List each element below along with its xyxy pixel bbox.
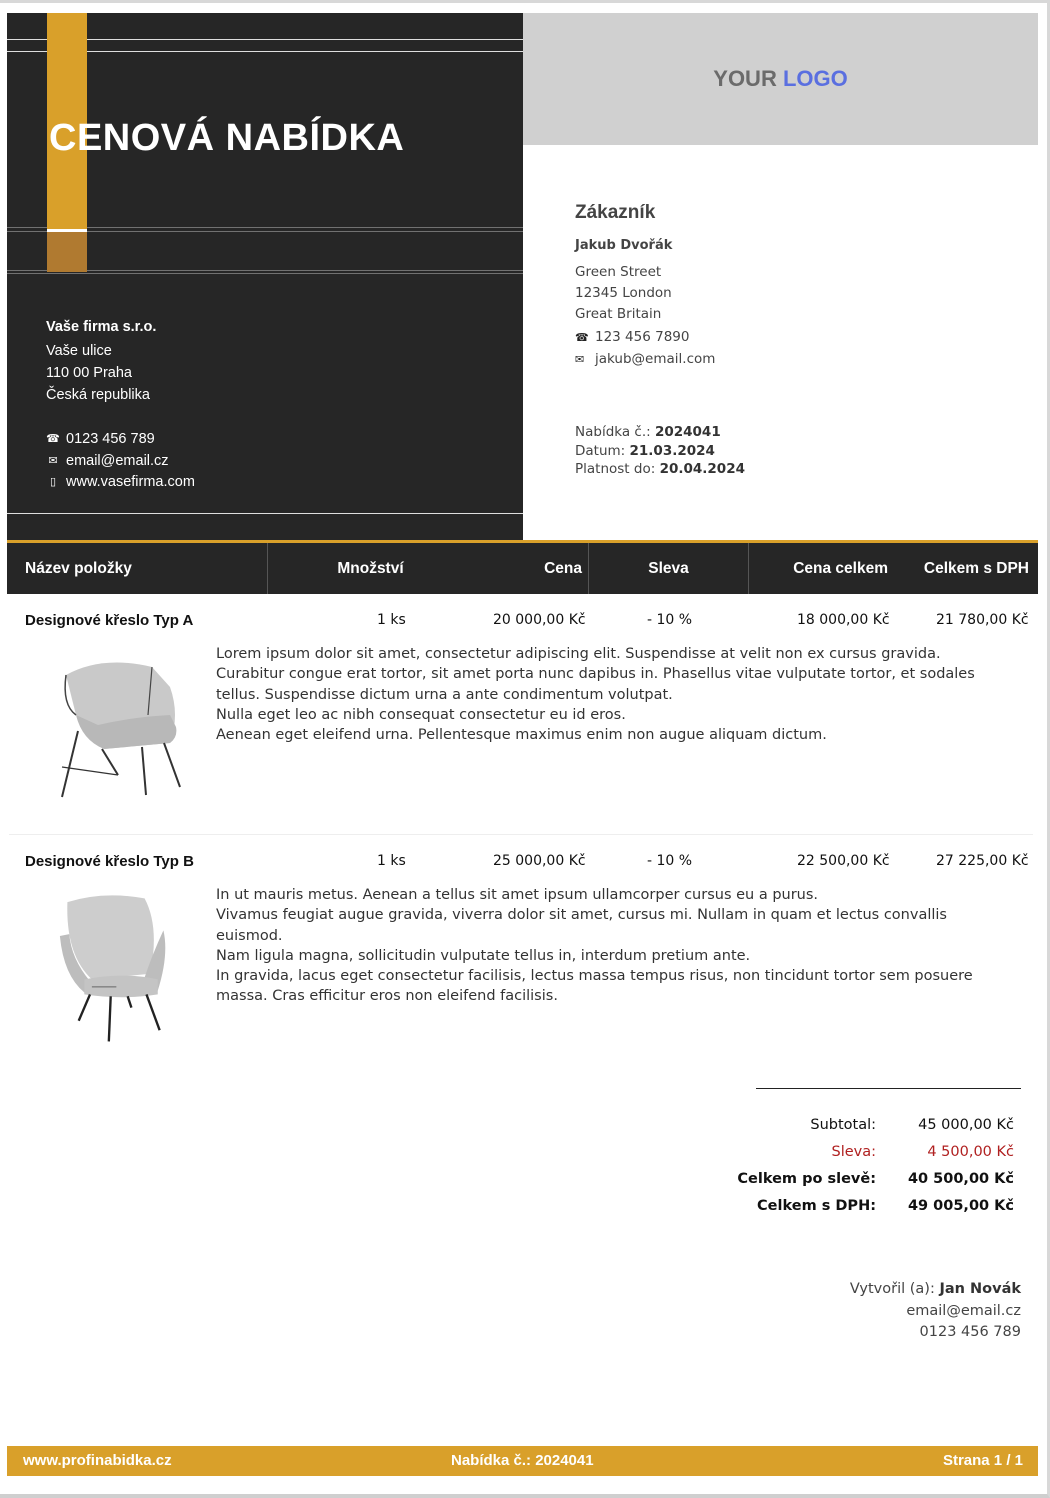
customer-address bbox=[575, 262, 715, 370]
total-vat-value: 49 005,00 Kč bbox=[907, 1198, 1014, 1214]
item-price: 20 000,00 Kč bbox=[493, 612, 586, 628]
customer-street: Green Street bbox=[575, 264, 662, 280]
item-name: Designové křeslo Typ B bbox=[25, 853, 194, 870]
offer-valid-until: 20.04.2024 bbox=[659, 461, 745, 477]
customer-phone: 123 456 7890 bbox=[595, 329, 690, 345]
customer-country: Great Britain bbox=[575, 306, 662, 322]
logo-placeholder bbox=[523, 13, 1038, 145]
phone-icon: ☎ bbox=[575, 331, 589, 344]
company-email[interactable]: email@email.cz bbox=[66, 452, 169, 469]
after-discount-row bbox=[700, 1171, 1020, 1198]
item-qty: 1 ks bbox=[377, 612, 406, 628]
table-row bbox=[7, 853, 1038, 1005]
mobile-icon: ▯ bbox=[49, 476, 57, 488]
author-block bbox=[850, 1279, 1021, 1344]
document-title: CENOVÁ NABÍDKA bbox=[49, 117, 405, 159]
item-price: 25 000,00 Kč bbox=[493, 853, 586, 869]
subtotal-label: Subtotal: bbox=[810, 1117, 876, 1133]
subtotal-row bbox=[700, 1117, 1020, 1144]
gold-accent-separator bbox=[47, 229, 87, 232]
item-total: 18 000,00 Kč bbox=[797, 612, 890, 628]
totals-summary bbox=[700, 1117, 1020, 1225]
author-row: Vytvořil (a): Jan Novák bbox=[849, 1281, 1021, 1297]
discount-label: Sleva: bbox=[831, 1144, 876, 1160]
company-phone-row bbox=[46, 429, 195, 451]
customer-email-row bbox=[575, 349, 715, 370]
offer-date-row: Datum: 21.03.2024 bbox=[575, 442, 715, 459]
col-header-name: Název položky bbox=[7, 543, 268, 594]
subtotal-value: 45 000,00 Kč bbox=[918, 1117, 1014, 1133]
chair-a-image bbox=[42, 645, 202, 805]
col-header-discount: Sleva bbox=[589, 543, 749, 594]
email-icon: ✉ bbox=[48, 454, 58, 467]
offer-meta bbox=[575, 423, 745, 479]
discount-row bbox=[700, 1144, 1020, 1171]
customer-heading: Zákazník bbox=[575, 202, 656, 223]
row-divider bbox=[9, 834, 1033, 835]
discount-value: 4 500,00 Kč bbox=[927, 1144, 1014, 1160]
company-contacts bbox=[46, 429, 195, 494]
items-table-header bbox=[7, 543, 1038, 594]
after-discount-label: Celkem po slevě: bbox=[737, 1171, 876, 1187]
offer-number: 2024041 bbox=[654, 424, 721, 440]
company-name: Vaše firma s.r.o. bbox=[46, 319, 157, 335]
item-values bbox=[7, 612, 1038, 632]
item-total-vat: 27 225,00 Kč bbox=[936, 853, 1029, 869]
col-header-total-vat: Celkem s DPH bbox=[923, 559, 1029, 577]
col-header-total: Cena celkem bbox=[793, 559, 888, 577]
col-header-qty: Množství bbox=[337, 559, 404, 577]
item-qty: 1 ks bbox=[377, 853, 406, 869]
company-address bbox=[46, 316, 156, 406]
item-description: Lorem ipsum dolor sit amet, consectetur adipiscing elit. Suspendisse at velit non ex cursus gravida. Curabitur congue erat tortor, sit amet porta nunc dapibus in. Phasellus vitae vulputate tortor, et sodales tellus. Suspendisse dictum urna a ante condimentum volutpat. Nulla eget leo ac nibh consequat consectetur eu id eros. Aenean eget eleifend urna. Pellentesque maximus enim non augue aliquam dictum. bbox=[216, 646, 975, 744]
chair-b-image bbox=[42, 889, 202, 1049]
item-discount: - 10 % bbox=[647, 853, 693, 869]
footer-offer-number: Nabídka č.: 2024041 bbox=[451, 1452, 594, 1469]
customer-name: Jakub Dvořák bbox=[575, 238, 673, 253]
footer-website[interactable]: www.profinabidka.cz bbox=[23, 1452, 172, 1469]
total-vat-row bbox=[700, 1198, 1020, 1225]
divider bbox=[7, 513, 523, 514]
customer-email[interactable]: jakub@email.com bbox=[595, 351, 716, 367]
page-footer bbox=[7, 1446, 1038, 1476]
col-header-price: Cena bbox=[473, 543, 589, 594]
company-web[interactable]: www.vasefirma.com bbox=[66, 474, 195, 490]
customer-city: 12345 London bbox=[575, 285, 672, 301]
item-description: In ut mauris metus. Aenean a tellus sit amet ipsum ullamcorper cursus eu a purus. Vivamus feugiat augue gravida, viverra dolor sit amet, cursus mi. Nullam in quam et lectus convallis euismod. Nam ligula magna, sollicitudin vulputate tellus in, interdum pretium ante. In gravida, lacus eget consectetur facilisis, lectus massa tempus risus, non tincidunt tortor sem posuere massa. Cras efficitur eros non eleifend facilisis. bbox=[216, 887, 973, 1005]
item-total-vat: 21 780,00 Kč bbox=[936, 612, 1029, 628]
company-city: 110 00 Praha bbox=[46, 365, 132, 381]
after-discount-value: 40 500,00 Kč bbox=[907, 1171, 1014, 1187]
email-icon: ✉ bbox=[575, 353, 585, 366]
company-phone: 0123 456 789 bbox=[66, 431, 155, 447]
footer-page-number: Strana 1 / 1 bbox=[942, 1452, 1023, 1469]
company-email-row bbox=[46, 451, 195, 473]
item-name: Designové křeslo Typ A bbox=[25, 612, 194, 629]
item-values bbox=[7, 853, 1038, 873]
phone-icon: ☎ bbox=[46, 433, 60, 445]
author-name: Jan Novák bbox=[939, 1281, 1021, 1297]
offer-date: 21.03.2024 bbox=[629, 442, 715, 459]
offer-valid-row: Platnost do: 20.04.2024 bbox=[575, 461, 745, 477]
gold-accent-bar-lower bbox=[47, 230, 87, 272]
company-web-row bbox=[46, 472, 195, 494]
item-total: 22 500,00 Kč bbox=[797, 853, 890, 869]
company-street: Vaše ulice bbox=[46, 343, 112, 359]
author-phone: 0123 456 789 bbox=[919, 1324, 1021, 1340]
company-country: Česká republika bbox=[46, 387, 150, 403]
customer-phone-row bbox=[575, 327, 715, 348]
author-email[interactable]: email@email.cz bbox=[906, 1302, 1021, 1319]
offer-number-row: Nabídka č.: 2024041 bbox=[575, 424, 721, 440]
total-vat-label: Celkem s DPH: bbox=[757, 1198, 876, 1214]
totals-divider bbox=[756, 1088, 1021, 1089]
logo: YOUR LOGO bbox=[713, 66, 848, 91]
item-discount: - 10 % bbox=[647, 612, 693, 628]
header-panel bbox=[7, 13, 523, 541]
table-row bbox=[7, 612, 1038, 744]
divider bbox=[7, 273, 523, 274]
